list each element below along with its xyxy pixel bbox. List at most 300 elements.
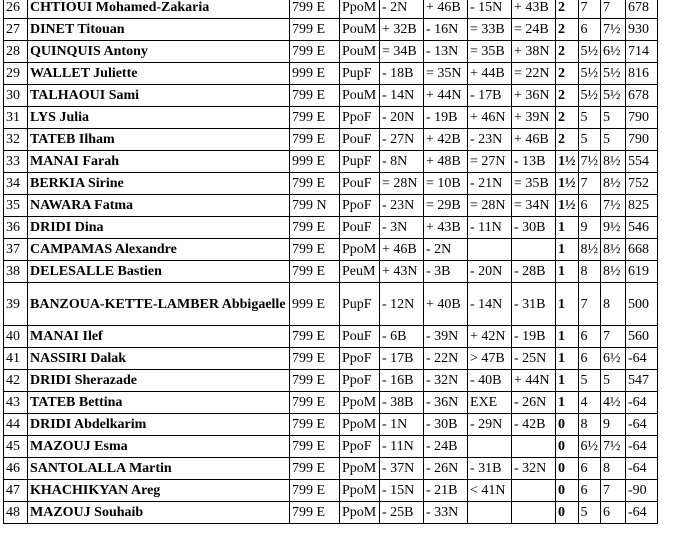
points-cell: 2: [556, 41, 579, 63]
rank-cell: 46: [4, 458, 28, 480]
performance-cell: 547: [626, 370, 658, 392]
round-3-cell: - 40B: [468, 370, 512, 392]
round-4-cell: + 46B: [512, 129, 556, 151]
player-name-cell: MAZOUJ Souhaib: [28, 502, 290, 524]
elo-cell: 799 E: [290, 0, 340, 19]
round-4-cell: - 28B: [512, 261, 556, 283]
points-cell: 0: [556, 502, 579, 524]
player-name-cell: TATEB Ilham: [28, 129, 290, 151]
rank-cell: 44: [4, 414, 28, 436]
tiebreak-2-cell: 8½: [601, 151, 626, 173]
elo-cell: 799 E: [290, 261, 340, 283]
category-cell: PpoF: [340, 348, 380, 370]
round-4-cell: + 44N: [512, 370, 556, 392]
tiebreak-2-cell: 5: [601, 370, 626, 392]
tiebreak-1-cell: 5: [578, 502, 601, 524]
tiebreak-2-cell: 5½: [601, 63, 626, 85]
round-2-cell: + 48B: [424, 151, 468, 173]
tiebreak-1-cell: 4: [578, 392, 601, 414]
performance-cell: 752: [626, 173, 658, 195]
round-2-cell: - 22N: [424, 348, 468, 370]
round-1-cell: - 12N: [380, 283, 424, 326]
elo-cell: 799 N: [290, 195, 340, 217]
tiebreak-2-cell: 6½: [601, 41, 626, 63]
category-cell: PupF: [340, 151, 380, 173]
round-3-cell: = 35B: [468, 41, 512, 63]
performance-cell: 678: [626, 85, 658, 107]
tiebreak-1-cell: 6: [578, 458, 601, 480]
round-4-cell: - 25N: [512, 348, 556, 370]
round-2-cell: = 29B: [424, 195, 468, 217]
category-cell: PpoM: [340, 239, 380, 261]
round-2-cell: - 13N: [424, 41, 468, 63]
round-1-cell: - 27N: [380, 129, 424, 151]
table-row: [4, 217, 658, 239]
table-row: [4, 283, 658, 326]
table-row: [4, 480, 658, 502]
tiebreak-1-cell: 7: [578, 283, 601, 326]
tiebreak-2-cell: 8: [601, 458, 626, 480]
player-name-cell: MANAI Ilef: [28, 326, 290, 348]
tiebreak-1-cell: 5½: [578, 63, 601, 85]
elo-cell: 799 E: [290, 414, 340, 436]
points-cell: 1: [556, 348, 579, 370]
round-1-cell: - 3N: [380, 217, 424, 239]
player-name-cell: LYS Julia: [28, 107, 290, 129]
round-4-cell: [512, 239, 556, 261]
table-row: [4, 63, 658, 85]
table-row: [4, 129, 658, 151]
round-4-cell: - 31B: [512, 283, 556, 326]
round-3-cell: + 44B: [468, 63, 512, 85]
round-3-cell: - 17B: [468, 85, 512, 107]
elo-cell: 799 E: [290, 370, 340, 392]
player-name-cell: CAMPAMAS Alexandre: [28, 239, 290, 261]
rank-cell: 30: [4, 85, 28, 107]
rank-cell: 38: [4, 261, 28, 283]
elo-cell: 799 E: [290, 129, 340, 151]
performance-cell: 554: [626, 151, 658, 173]
elo-cell: 799 E: [290, 458, 340, 480]
tiebreak-1-cell: 5: [578, 129, 601, 151]
tiebreak-2-cell: 5: [601, 107, 626, 129]
round-3-cell: EXE: [468, 392, 512, 414]
round-3-cell: [468, 436, 512, 458]
table-row: [4, 414, 658, 436]
tiebreak-2-cell: 8½: [601, 173, 626, 195]
player-name-cell: MAZOUJ Esma: [28, 436, 290, 458]
elo-cell: 799 E: [290, 326, 340, 348]
elo-cell: 799 E: [290, 19, 340, 41]
round-1-cell: - 18B: [380, 63, 424, 85]
points-cell: 0: [556, 414, 579, 436]
round-2-cell: - 39N: [424, 326, 468, 348]
rank-cell: 42: [4, 370, 28, 392]
round-1-cell: - 17B: [380, 348, 424, 370]
performance-cell: 790: [626, 129, 658, 151]
player-name-cell: DRIDI Dina: [28, 217, 290, 239]
round-1-cell: + 46B: [380, 239, 424, 261]
table-row: [4, 261, 658, 283]
round-1-cell: - 16B: [380, 370, 424, 392]
table-row: [4, 41, 658, 63]
elo-cell: 799 E: [290, 107, 340, 129]
round-4-cell: + 38N: [512, 41, 556, 63]
tiebreak-1-cell: 7: [578, 173, 601, 195]
table-row: [4, 151, 658, 173]
round-4-cell: = 34N: [512, 195, 556, 217]
round-1-cell: = 28N: [380, 173, 424, 195]
performance-cell: 816: [626, 63, 658, 85]
round-2-cell: - 26N: [424, 458, 468, 480]
round-3-cell: - 14N: [468, 283, 512, 326]
player-name-cell: DELESALLE Bastien: [28, 261, 290, 283]
tiebreak-2-cell: 6½: [601, 348, 626, 370]
player-name-cell: NAWARA Fatma: [28, 195, 290, 217]
round-3-cell: + 46N: [468, 107, 512, 129]
round-3-cell: [468, 239, 512, 261]
points-cell: 1½: [556, 195, 579, 217]
performance-cell: 668: [626, 239, 658, 261]
rank-cell: 29: [4, 63, 28, 85]
round-4-cell: [512, 436, 556, 458]
category-cell: PpoM: [340, 0, 380, 19]
tiebreak-1-cell: 5: [578, 107, 601, 129]
round-1-cell: - 25B: [380, 502, 424, 524]
round-1-cell: - 15N: [380, 480, 424, 502]
player-name-cell: KHACHIKYAN Areg: [28, 480, 290, 502]
performance-cell: 560: [626, 326, 658, 348]
player-name-cell: CHTIOUI Mohamed-Zakaria: [28, 0, 290, 19]
category-cell: PouF: [340, 326, 380, 348]
category-cell: PouF: [340, 129, 380, 151]
standings-rows: [4, 0, 658, 524]
performance-cell: 714: [626, 41, 658, 63]
points-cell: 1: [556, 392, 579, 414]
table-row: [4, 370, 658, 392]
elo-cell: 799 E: [290, 173, 340, 195]
points-cell: 1½: [556, 173, 579, 195]
round-2-cell: - 36N: [424, 392, 468, 414]
elo-cell: 999 E: [290, 283, 340, 326]
points-cell: 1: [556, 217, 579, 239]
table-row: [4, 0, 658, 19]
tiebreak-2-cell: 8½: [601, 239, 626, 261]
rank-cell: 35: [4, 195, 28, 217]
round-3-cell: = 27N: [468, 151, 512, 173]
player-name-cell: SANTOLALLA Martin: [28, 458, 290, 480]
tiebreak-1-cell: 9: [578, 217, 601, 239]
round-1-cell: - 11N: [380, 436, 424, 458]
category-cell: PupF: [340, 283, 380, 326]
rank-cell: 34: [4, 173, 28, 195]
round-1-cell: = 34B: [380, 41, 424, 63]
performance-cell: -64: [626, 348, 658, 370]
round-1-cell: - 37N: [380, 458, 424, 480]
tiebreak-1-cell: 7: [578, 0, 601, 19]
tiebreak-1-cell: 8½: [578, 239, 601, 261]
round-1-cell: - 6B: [380, 326, 424, 348]
performance-cell: -64: [626, 392, 658, 414]
round-4-cell: + 39N: [512, 107, 556, 129]
tiebreak-2-cell: 5½: [601, 85, 626, 107]
points-cell: 2: [556, 129, 579, 151]
points-cell: 0: [556, 436, 579, 458]
player-name-cell: BERKIA Sirine: [28, 173, 290, 195]
round-2-cell: - 3B: [424, 261, 468, 283]
round-3-cell: [468, 502, 512, 524]
tiebreak-2-cell: 7: [601, 326, 626, 348]
round-4-cell: + 43B: [512, 0, 556, 19]
performance-cell: 619: [626, 261, 658, 283]
rank-cell: 39: [4, 283, 28, 326]
round-4-cell: - 26N: [512, 392, 556, 414]
performance-cell: 930: [626, 19, 658, 41]
round-3-cell: - 15N: [468, 0, 512, 19]
tiebreak-2-cell: 7½: [601, 19, 626, 41]
round-2-cell: + 40B: [424, 283, 468, 326]
player-name-cell: DRIDI Sherazade: [28, 370, 290, 392]
performance-cell: -64: [626, 502, 658, 524]
performance-cell: 825: [626, 195, 658, 217]
rank-cell: 31: [4, 107, 28, 129]
round-1-cell: - 23N: [380, 195, 424, 217]
round-4-cell: - 42B: [512, 414, 556, 436]
round-4-cell: = 22N: [512, 63, 556, 85]
elo-cell: 799 E: [290, 41, 340, 63]
round-2-cell: + 43B: [424, 217, 468, 239]
round-3-cell: - 20N: [468, 261, 512, 283]
tiebreak-1-cell: 5: [578, 370, 601, 392]
tiebreak-1-cell: 6: [578, 326, 601, 348]
rank-cell: 36: [4, 217, 28, 239]
round-2-cell: - 16N: [424, 19, 468, 41]
points-cell: 2: [556, 0, 579, 19]
points-cell: 2: [556, 63, 579, 85]
round-4-cell: - 32N: [512, 458, 556, 480]
category-cell: PouF: [340, 173, 380, 195]
elo-cell: 799 E: [290, 239, 340, 261]
points-cell: 2: [556, 85, 579, 107]
performance-cell: -90: [626, 480, 658, 502]
elo-cell: 999 E: [290, 63, 340, 85]
category-cell: PpoM: [340, 458, 380, 480]
round-3-cell: = 33B: [468, 19, 512, 41]
elo-cell: 799 E: [290, 480, 340, 502]
category-cell: PpoM: [340, 480, 380, 502]
tiebreak-1-cell: 5½: [578, 85, 601, 107]
round-2-cell: - 21B: [424, 480, 468, 502]
round-3-cell: = 28N: [468, 195, 512, 217]
table-row: [4, 195, 658, 217]
round-2-cell: - 24B: [424, 436, 468, 458]
category-cell: PpoF: [340, 107, 380, 129]
round-1-cell: - 38B: [380, 392, 424, 414]
round-2-cell: + 42B: [424, 129, 468, 151]
round-4-cell: = 35B: [512, 173, 556, 195]
category-cell: PpoF: [340, 195, 380, 217]
category-cell: PpoF: [340, 370, 380, 392]
round-3-cell: - 21N: [468, 173, 512, 195]
category-cell: PouM: [340, 85, 380, 107]
player-name-cell: TATEB Bettina: [28, 392, 290, 414]
tiebreak-1-cell: 6½: [578, 436, 601, 458]
tiebreak-2-cell: 7½: [601, 436, 626, 458]
tiebreak-2-cell: 8½: [601, 261, 626, 283]
table-row: [4, 348, 658, 370]
category-cell: PeuM: [340, 261, 380, 283]
player-name-cell: DRIDI Abdelkarim: [28, 414, 290, 436]
category-cell: PouM: [340, 41, 380, 63]
rank-cell: 26: [4, 0, 28, 19]
category-cell: PpoM: [340, 414, 380, 436]
table-row: [4, 458, 658, 480]
round-1-cell: - 20N: [380, 107, 424, 129]
round-3-cell: - 31B: [468, 458, 512, 480]
elo-cell: 799 E: [290, 436, 340, 458]
rank-cell: 47: [4, 480, 28, 502]
round-3-cell: - 29N: [468, 414, 512, 436]
round-2-cell: - 2N: [424, 239, 468, 261]
player-name-cell: WALLET Juliette: [28, 63, 290, 85]
points-cell: 1: [556, 239, 579, 261]
points-cell: 1½: [556, 151, 579, 173]
table-row: [4, 19, 658, 41]
round-2-cell: - 33N: [424, 502, 468, 524]
rank-cell: 32: [4, 129, 28, 151]
round-3-cell: - 23N: [468, 129, 512, 151]
performance-cell: -64: [626, 458, 658, 480]
performance-cell: 678: [626, 0, 658, 19]
category-cell: PupF: [340, 63, 380, 85]
round-2-cell: - 19B: [424, 107, 468, 129]
tiebreak-1-cell: 8: [578, 261, 601, 283]
category-cell: PpoM: [340, 502, 380, 524]
round-1-cell: - 2N: [380, 0, 424, 19]
round-2-cell: - 32N: [424, 370, 468, 392]
round-3-cell: + 42N: [468, 326, 512, 348]
tiebreak-2-cell: 7: [601, 480, 626, 502]
table-row: [4, 436, 658, 458]
table-row: [4, 392, 658, 414]
round-4-cell: - 13B: [512, 151, 556, 173]
category-cell: PpoM: [340, 392, 380, 414]
tiebreak-2-cell: 5: [601, 129, 626, 151]
points-cell: 1: [556, 261, 579, 283]
points-cell: 2: [556, 19, 579, 41]
round-4-cell: - 30B: [512, 217, 556, 239]
player-name-cell: DINET Titouan: [28, 19, 290, 41]
elo-cell: 799 E: [290, 348, 340, 370]
performance-cell: 790: [626, 107, 658, 129]
table-row: [4, 107, 658, 129]
rank-cell: 43: [4, 392, 28, 414]
points-cell: 1: [556, 370, 579, 392]
round-3-cell: < 41N: [468, 480, 512, 502]
round-2-cell: = 10B: [424, 173, 468, 195]
round-1-cell: - 1N: [380, 414, 424, 436]
round-2-cell: = 35N: [424, 63, 468, 85]
category-cell: PpoF: [340, 436, 380, 458]
rank-cell: 45: [4, 436, 28, 458]
round-1-cell: + 32B: [380, 19, 424, 41]
performance-cell: 500: [626, 283, 658, 326]
player-name-cell: NASSIRI Dalak: [28, 348, 290, 370]
round-1-cell: - 14N: [380, 85, 424, 107]
elo-cell: 799 E: [290, 392, 340, 414]
points-cell: 2: [556, 107, 579, 129]
player-name-cell: QUINQUIS Antony: [28, 41, 290, 63]
category-cell: PouF: [340, 217, 380, 239]
table-row: [4, 502, 658, 524]
tiebreak-2-cell: 4½: [601, 392, 626, 414]
tiebreak-1-cell: 6: [578, 348, 601, 370]
round-4-cell: - 19B: [512, 326, 556, 348]
tiebreak-1-cell: 6: [578, 480, 601, 502]
round-2-cell: + 46B: [424, 0, 468, 19]
round-2-cell: + 44N: [424, 85, 468, 107]
round-4-cell: + 36N: [512, 85, 556, 107]
rank-cell: 41: [4, 348, 28, 370]
round-4-cell: [512, 502, 556, 524]
round-2-cell: - 30B: [424, 414, 468, 436]
tiebreak-1-cell: 6: [578, 195, 601, 217]
tiebreak-1-cell: 6: [578, 19, 601, 41]
tiebreak-2-cell: 6: [601, 502, 626, 524]
table-row: [4, 173, 658, 195]
player-name-cell: MANAI Farah: [28, 151, 290, 173]
points-cell: 1: [556, 283, 579, 326]
tiebreak-2-cell: 7: [601, 0, 626, 19]
rank-cell: 48: [4, 502, 28, 524]
performance-cell: -64: [626, 436, 658, 458]
rank-cell: 28: [4, 41, 28, 63]
tiebreak-1-cell: 5½: [578, 41, 601, 63]
table-row: [4, 239, 658, 261]
elo-cell: 999 E: [290, 151, 340, 173]
category-cell: PouM: [340, 19, 380, 41]
rank-cell: 33: [4, 151, 28, 173]
points-cell: 1: [556, 326, 579, 348]
tiebreak-2-cell: 9: [601, 414, 626, 436]
round-1-cell: - 8N: [380, 151, 424, 173]
rank-cell: 40: [4, 326, 28, 348]
round-4-cell: = 24B: [512, 19, 556, 41]
tiebreak-2-cell: 7½: [601, 195, 626, 217]
rank-cell: 37: [4, 239, 28, 261]
table-row: [4, 326, 658, 348]
elo-cell: 799 E: [290, 502, 340, 524]
tiebreak-2-cell: 8: [601, 283, 626, 326]
round-3-cell: > 47B: [468, 348, 512, 370]
standings-table-container: [3, 0, 658, 524]
rank-cell: 27: [4, 19, 28, 41]
tiebreak-2-cell: 9½: [601, 217, 626, 239]
round-4-cell: [512, 480, 556, 502]
table-row: [4, 85, 658, 107]
round-3-cell: - 11N: [468, 217, 512, 239]
standings-table: [3, 0, 658, 524]
round-1-cell: + 43N: [380, 261, 424, 283]
tiebreak-1-cell: 7½: [578, 151, 601, 173]
player-name-cell: TALHAOUI Sami: [28, 85, 290, 107]
points-cell: 0: [556, 480, 579, 502]
player-name-cell: BANZOUA-KETTE-LAMBER Abbigaelle: [28, 283, 290, 326]
tiebreak-1-cell: 8: [578, 414, 601, 436]
elo-cell: 799 E: [290, 85, 340, 107]
points-cell: 0: [556, 458, 579, 480]
elo-cell: 799 E: [290, 217, 340, 239]
